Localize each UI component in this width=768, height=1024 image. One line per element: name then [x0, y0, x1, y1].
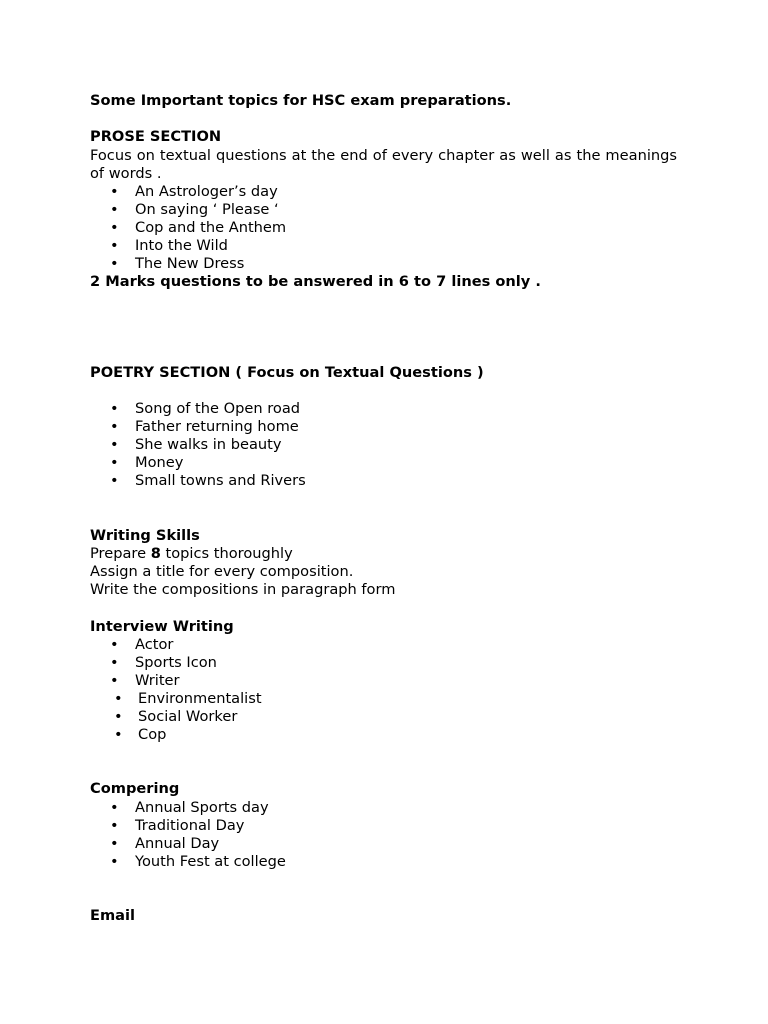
bullet-icon: • — [110, 472, 119, 489]
bullet-icon: • — [114, 690, 123, 707]
bullet-icon: • — [110, 183, 119, 200]
bullet-icon: • — [110, 672, 119, 689]
prose-heading: PROSE SECTION — [90, 128, 222, 145]
bullet-icon: • — [110, 237, 119, 254]
bullet-icon: • — [110, 654, 119, 671]
prose-note: 2 Marks questions to be answered in 6 to 7 lines only . — [90, 273, 541, 290]
writing-heading: Writing Skills — [90, 527, 200, 544]
interview-heading: Interview Writing — [90, 618, 234, 635]
bullet-icon: • — [110, 436, 119, 453]
bullet-icon: • — [110, 835, 119, 852]
writing-prepare-line: Prepare 8 topics thoroughly — [90, 545, 293, 562]
email-heading: Email — [90, 907, 136, 924]
bullet-icon: • — [114, 726, 123, 743]
bullet-icon: • — [110, 799, 119, 816]
bullet-icon: • — [110, 400, 119, 417]
bullet-icon: • — [110, 255, 119, 272]
bullet-icon: • — [110, 817, 119, 834]
compering-heading: Compering — [90, 780, 180, 797]
page-title: Some Important topics for HSC exam preparations. — [90, 92, 512, 109]
writing-line-2: Assign a title for every composition. — [90, 563, 354, 580]
document-page: Some Important topics for HSC exam preparations. PROSE SECTION Focus on textual questions at the end of every chapter as well as the meanings of words . • An Astrologer’s day • On saying ‘ Please ‘ • Cop and the Anthem • Into the Wild • The New Dress 2 Marks questions to be answered in 6 to 7 lines only . POETRY SECTION ( Focus on Textual Questions ) • Song of the Open road • Father returning home • She walks in beauty • Money • Small towns and Rivers Writing Skills Prepare 8 topics thoroughly Assign a title for every composition. Write the compositions in paragraph form Interview Writing • Actor • Sports Icon • Writer • Environmentalist • Social Worker • Cop Compering • Annual Sports day • Traditional Day • Annual Day • Youth Fest at college Email — [90, 92, 677, 924]
bullet-icon: • — [110, 636, 119, 653]
poetry-heading: POETRY SECTION ( Focus on Textual Questions ) — [90, 364, 484, 381]
bullet-icon: • — [114, 708, 123, 725]
bullet-icon: • — [110, 418, 119, 435]
bullet-icon: • — [110, 454, 119, 471]
bullet-icon: • — [110, 219, 119, 236]
writing-line-3: Write the compositions in paragraph form — [90, 581, 396, 598]
prose-intro: Focus on textual questions at the end of every chapter as well as the meanings of words . — [90, 147, 677, 182]
bullet-icon: • — [110, 201, 119, 218]
bullet-icon: • — [110, 853, 119, 870]
